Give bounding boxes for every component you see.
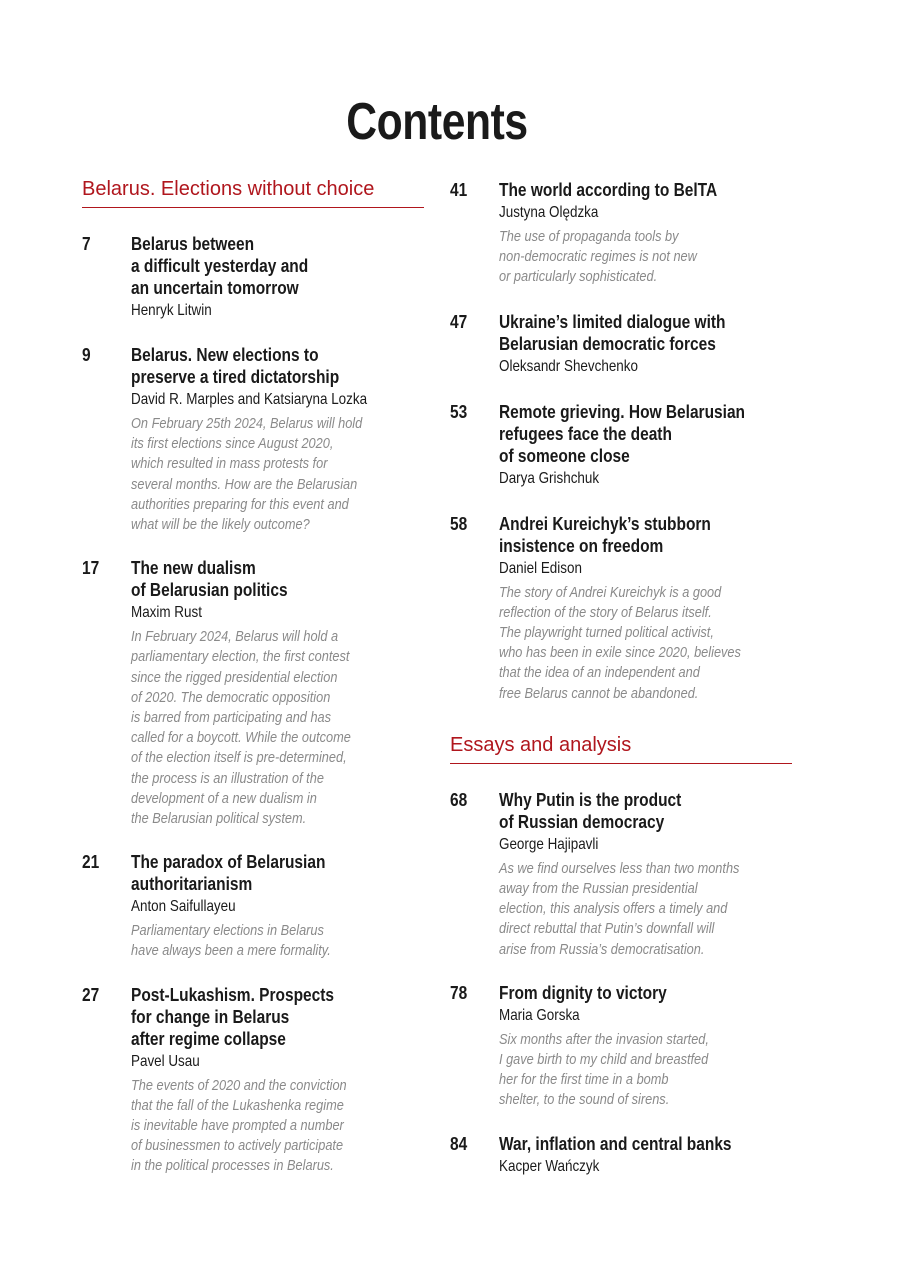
page-number: 53: [450, 401, 468, 422]
left-column: [82, 176, 424, 1177]
article-abstract: Six months after the invasion started, I gave birth to my child and breastfed her for the first time in a bomb shelter, to the sound of sirens.: [499, 1031, 709, 1109]
article-author: George Hajipavli: [499, 835, 599, 853]
page-number: 41: [450, 180, 468, 200]
article-title: Belarus. New elections to preserve a tired dictatorship: [131, 345, 340, 387]
article-abstract: As we find ourselves less than two months away from the Russian presidential election, this analysis offers a timely and direct rebuttal that Putin’s downfall will arise from Russia’s democratisation.: [499, 860, 740, 958]
section-heading-elections: Belarus. Elections without choice: [82, 176, 424, 208]
article-abstract: The events of 2020 and the conviction that the fall of the Lukashenka regime is inevitable have prompted a number of businessmen to actively participate in the political processes in Belarus.: [131, 1077, 347, 1175]
article-title: The world according to BelTA: [499, 180, 718, 200]
article-title: The paradox of Belarusian authoritarianism: [131, 852, 326, 895]
article-author: Justyna Olędzka: [499, 204, 599, 221]
toc-entry[interactable]: [82, 851, 424, 961]
article-author: Anton Saifullayeu: [131, 898, 236, 916]
article-author: David R. Marples and Katsiaryna Lozka: [131, 391, 368, 408]
toc-entry[interactable]: [450, 789, 792, 960]
article-title: Belarus between a difficult yesterday and an uncertain tomorrow: [131, 234, 309, 298]
article-abstract: The story of Andrei Kureichyk is a good reflection of the story of Belarus itself. The playwright turned political activist, who has been in exile since 2020, believes that the idea of an independent and free Belarus cannot be abandoned.: [499, 584, 741, 702]
page-number: 7: [82, 234, 91, 254]
article-abstract: The use of propaganda tools by non-democratic regimes is not new or particularly sophisticated.: [499, 229, 697, 286]
toc-entry[interactable]: [82, 557, 424, 829]
page-number: 47: [450, 311, 468, 332]
article-author: Darya Grishchuk: [499, 469, 600, 487]
toc-entry[interactable]: [82, 233, 424, 322]
page-number: 27: [82, 984, 100, 1005]
toc-entry[interactable]: [82, 984, 424, 1177]
article-author: Daniel Edison: [499, 559, 582, 577]
right-column: [450, 176, 792, 1178]
page-title: Contents: [346, 93, 528, 151]
article-abstract: Parliamentary elections in Belarus have always been a mere formality.: [131, 923, 331, 960]
article-author: Maxim Rust: [131, 604, 202, 622]
toc-entry[interactable]: [450, 401, 792, 490]
article-author: Maria Gorska: [499, 1006, 580, 1024]
toc-entry[interactable]: [82, 344, 424, 535]
article-abstract: In February 2024, Belarus will hold a parliamentary election, the first contest since the rigged presidential election of 2020. The democratic opposition is barred from participating and has called for a boycott. While the outcome of the election itself is pre-determined, the process is an illustration of the development of a new dualism in the Belarusian political system.: [131, 629, 351, 828]
toc-entry[interactable]: [450, 982, 792, 1111]
toc-entry[interactable]: [450, 179, 792, 288]
page-number: 84: [450, 1133, 468, 1154]
article-author: Kacper Wańczyk: [499, 1157, 600, 1175]
page-number: 21: [82, 852, 100, 873]
page-number: 17: [82, 558, 100, 579]
article-author: Pavel Usau: [131, 1052, 200, 1070]
article-author: Henryk Litwin: [131, 302, 212, 319]
toc-entry[interactable]: [450, 1133, 792, 1178]
section-heading-essays: Essays and analysis: [450, 732, 792, 764]
article-title: Why Putin is the product of Russian democracy: [499, 789, 682, 832]
page-number: 68: [450, 789, 468, 810]
toc-entry[interactable]: [450, 513, 792, 704]
article-title: From dignity to victory: [499, 982, 667, 1003]
article-title: War, inflation and central banks: [499, 1133, 732, 1154]
toc-entry[interactable]: [450, 311, 792, 378]
article-title: Post-Lukashism. Prospects for change in Belarus after regime collapse: [131, 984, 335, 1049]
article-author: Oleksandr Shevchenko: [499, 357, 638, 375]
page-number: 9: [82, 345, 91, 365]
article-title: The new dualism of Belarusian politics: [131, 558, 288, 601]
page-number: 78: [450, 982, 468, 1003]
article-title: Ukraine’s limited dialogue with Belarusian democratic forces: [499, 311, 726, 354]
page-number: 58: [450, 513, 468, 534]
article-title: Andrei Kureichyk’s stubborn insistence on freedom: [499, 513, 711, 556]
article-abstract: On February 25th 2024, Belarus will hold its first elections since August 2020, which resulted in mass protests for several months. How are the Belarusian authorities preparing for this event and what will be the likely outcome?: [131, 416, 363, 534]
article-title: Remote grieving. How Belarusian refugees face the death of someone close: [499, 401, 746, 466]
